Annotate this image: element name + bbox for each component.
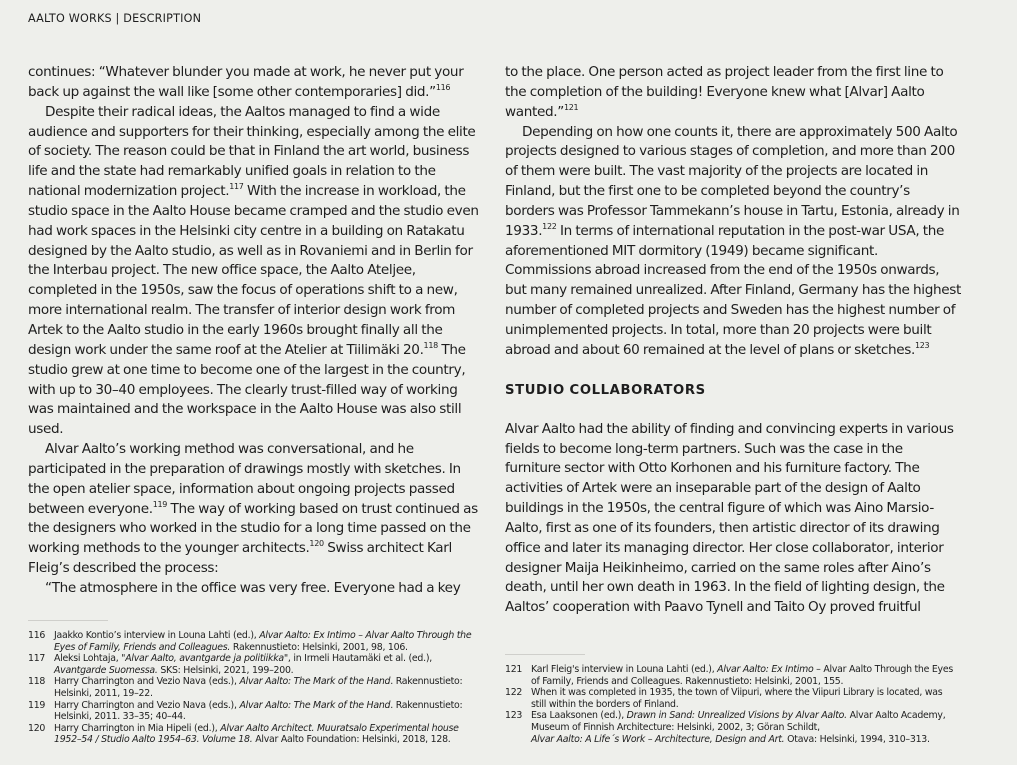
footnote-text — [54, 700, 478, 723]
text-run: When it was completed in 1935, the town of Viipuri, where the Viipuri Library is located, was still within the borders of Finland. — [531, 687, 943, 710]
footnote-number: 118 — [28, 676, 46, 688]
footnote-text — [54, 653, 478, 676]
footnote-text — [54, 723, 478, 746]
text-run: “The atmosphere in the office was very free. Everyone had a key — [45, 579, 461, 596]
text-run: Karl Fleig's interview in Louna Lahti (ed.), — [531, 664, 718, 675]
text-run: . Rakennustieto: Helsinki, 2011. 33–35; 40–44. — [54, 699, 463, 723]
italic-title: Alvar Aalto Architect. Muuratsalo Experimental house 1952–54 / Studio Aalto 1954–63. Volume 18. — [54, 722, 459, 746]
section-heading: STUDIO COLLABORATORS — [505, 382, 706, 398]
footnote-text — [531, 710, 955, 745]
italic-title: Avantgarde Suomessa. — [54, 664, 158, 676]
footnote-number: 122 — [505, 687, 523, 699]
footnote-ref: 116 — [435, 82, 451, 92]
text-run: to the place. One person acted as project leader from the first line to the completion of the building! Everyone knew what [Alvar] Aalto wanted.” — [505, 64, 944, 120]
footnote-number: 120 — [28, 722, 46, 734]
text-run: Esa Laaksonen (ed.), — [531, 710, 627, 722]
footnote-text — [54, 676, 478, 699]
footnote — [28, 653, 478, 676]
footnote-number: 116 — [28, 630, 46, 641]
footnote-ref: 118 — [423, 340, 438, 350]
footnote-number: 123 — [505, 710, 523, 722]
text-run: continues: “Whatever blunder you made at work, he never put your back up against the wall like [some other contemporaries] did.” — [28, 64, 464, 100]
running-head: AALTO WORKS | DESCRIPTION — [28, 12, 202, 25]
footnote-text — [531, 664, 955, 687]
footnote — [28, 700, 478, 723]
text-run: Otava: Helsinki, 1994, 310–313. — [784, 733, 930, 745]
footnote-ref: 119 — [152, 499, 168, 509]
italic-title: Alvar Aalto, avantgarde ja politiikka — [125, 653, 284, 665]
footnote-number: 119 — [28, 699, 46, 711]
footnote — [28, 723, 478, 746]
text-run: Harry Charrington and Vezio Nava (eds.), — [54, 676, 240, 688]
text-run: Alvar Aalto Foundation: Helsinki, 2018, 128. — [252, 734, 451, 746]
italic-title: Drawn in Sand: Unrealized Visions by Alvar Aalto. — [626, 710, 847, 722]
text-run: In terms of international reputation in the post-war USA, the aforementioned MIT dormitory (1949) became significant. Commissions abroad increased from the end of the 1950s onwards, but many remained unrealized. After Finland, Germany has the highest number of completed projects and Sweden has the highest number of unimplemented projects. In total, more than 20 projects were built abroad and about 60 remained at the level of plans or sketches. — [505, 222, 961, 358]
footnote-rule — [28, 620, 108, 621]
text-run: Aleksi Lohtaja, " — [54, 653, 126, 665]
text-run: The studio grew at one time to become one of the largest in the country, with up to 30–40 employees. The clearly trust-filled way of working was maintained and the workspace in the Aalto House was also still used. — [28, 341, 466, 438]
footnote — [28, 676, 478, 699]
italic-title: Alvar Aalto: Ex Intimo — [717, 664, 814, 675]
text-run: Alvar Aalto had the ability of finding and convincing experts in various fields to become long-term partners. Such was the case in the furniture sector with Otto Korhonen and his furniture factory. The activities of Artek were an inseparable part of the design of Aalto buildings in the 1950s, the central figure of which was Aino Marsio-Aalto, first as one of its founders, then artistic director of its drawing office and later its managing director. Her close collaborator, interior designer Maija Heikinheimo, carried on the same roles after Aino’s death, until her own death in 1963. In the field of lighting design, the Aaltos’ cooperation with Paavo Tynell and Taito Oy proved fruitful — [505, 420, 954, 616]
text-run: Despite their radical ideas, the Aaltos managed to find a wide audience and supporters for their thinking, especially among the elite of society. The reason could be that in Finland the art world, business life and the state had remarkably unified goals in relation to the national modernization project. — [28, 103, 476, 200]
text-run: The way of working based on trust continued as the designers who worked in the studio for a long time passed on the working methods to the younger architects. — [28, 500, 478, 557]
footnote-ref: 117 — [229, 182, 244, 192]
text-run: Swiss architect Karl Fleig’s described the process: — [28, 540, 452, 577]
italic-title: Alvar Aalto: A Life´s Work – Architecture, Design and Art. — [531, 733, 785, 745]
paragraph — [28, 63, 484, 103]
right-column — [505, 63, 961, 618]
footnotes-right — [505, 664, 955, 745]
paragraph — [505, 420, 961, 618]
footnote-ref: 123 — [914, 340, 930, 350]
right-paragraphs-before — [505, 63, 961, 361]
text-run: Harry Charrington and Vezio Nava (eds.), — [54, 699, 240, 711]
footnote-rule — [505, 654, 585, 655]
italic-title: Alvar Aalto: The Mark of the Hand — [239, 699, 391, 711]
footnotes-left — [28, 630, 478, 746]
italic-title: Alvar Aalto: Ex Intimo – Alvar Aalto Through the Eyes of Family, Friends and Colleagues. — [54, 630, 472, 653]
text-run: . Rakennustieto: Helsinki, 2011, 19–22. — [54, 676, 463, 699]
text-run: Rakennustieto: Helsinki, 2001, 98, 106. — [230, 641, 408, 653]
text-run: SKS: Helsinki, 2021, 199–200. — [157, 664, 294, 676]
text-run: ", in Irmeli Hautamäki et al. (ed.), — [283, 653, 432, 665]
footnote-ref: 122 — [542, 221, 557, 231]
footnote — [505, 687, 955, 710]
left-column — [28, 63, 484, 599]
footnote — [505, 664, 955, 687]
text-run: Depending on how one counts it, there are approximately 500 Aalto projects designed to various stages of completion, and more than 200 of them were built. The vast majority of the projects are located in Finland, but the first one to be completed beyond the country’s borders was Professor Tammekann’s house in Tartu, Estonia, already in 1933. — [505, 123, 960, 239]
footnote-ref: 120 — [309, 539, 324, 549]
paragraph — [505, 123, 961, 361]
right-paragraphs-after — [505, 420, 961, 618]
text-run: Alvar Aalto Academy, Museum of Finnish Architecture: Helsinki, 2002, 3; Göran Schildt, — [531, 710, 946, 733]
paragraph — [505, 63, 961, 123]
text-run: Jaakko Kontio’s interview in Louna Lahti (ed.), — [54, 630, 260, 641]
paragraph — [28, 440, 484, 579]
text-run: With the increase in workload, the studio space in the Aalto House became cramped and the studio even had work spaces in the Helsinki city centre in a building on Ratakatu designed by the Aalto studio, as well as in Rovaniemi and in Berlin for the Interbau project. The new office space, the Aalto Ateljee, completed in the 1950s, saw the focus of operations shift to a new, more international realm. The transfer of interior design work from Artek to the Aalto studio in the early 1960s brought finally all the design work under the same roof at the Atelier at Tiilimäki 20. — [28, 183, 479, 358]
footnote — [28, 630, 478, 653]
text-run: – Alvar Aalto Through the Eyes of Family, Friends and Colleagues. Rakennustieto: Helsinki, 2001, 155. — [531, 664, 953, 687]
paragraph — [28, 579, 484, 599]
footnote-text — [531, 687, 955, 710]
footnote-ref: 121 — [563, 102, 579, 112]
paragraph — [28, 103, 484, 440]
text-run: Harry Charrington in Mia Hipeli (ed.), — [54, 722, 221, 734]
footnote — [505, 710, 955, 745]
footnote-number: 121 — [505, 664, 523, 675]
footnote-number: 117 — [28, 653, 46, 665]
footnote-text — [54, 630, 478, 653]
text-run: Alvar Aalto’s working method was conversational, and he participated in the preparation of drawings mostly with sketches. In the open atelier space, information about ongoing projects passed between everyone. — [28, 441, 461, 517]
italic-title: Alvar Aalto: The Mark of the Hand — [239, 676, 391, 688]
